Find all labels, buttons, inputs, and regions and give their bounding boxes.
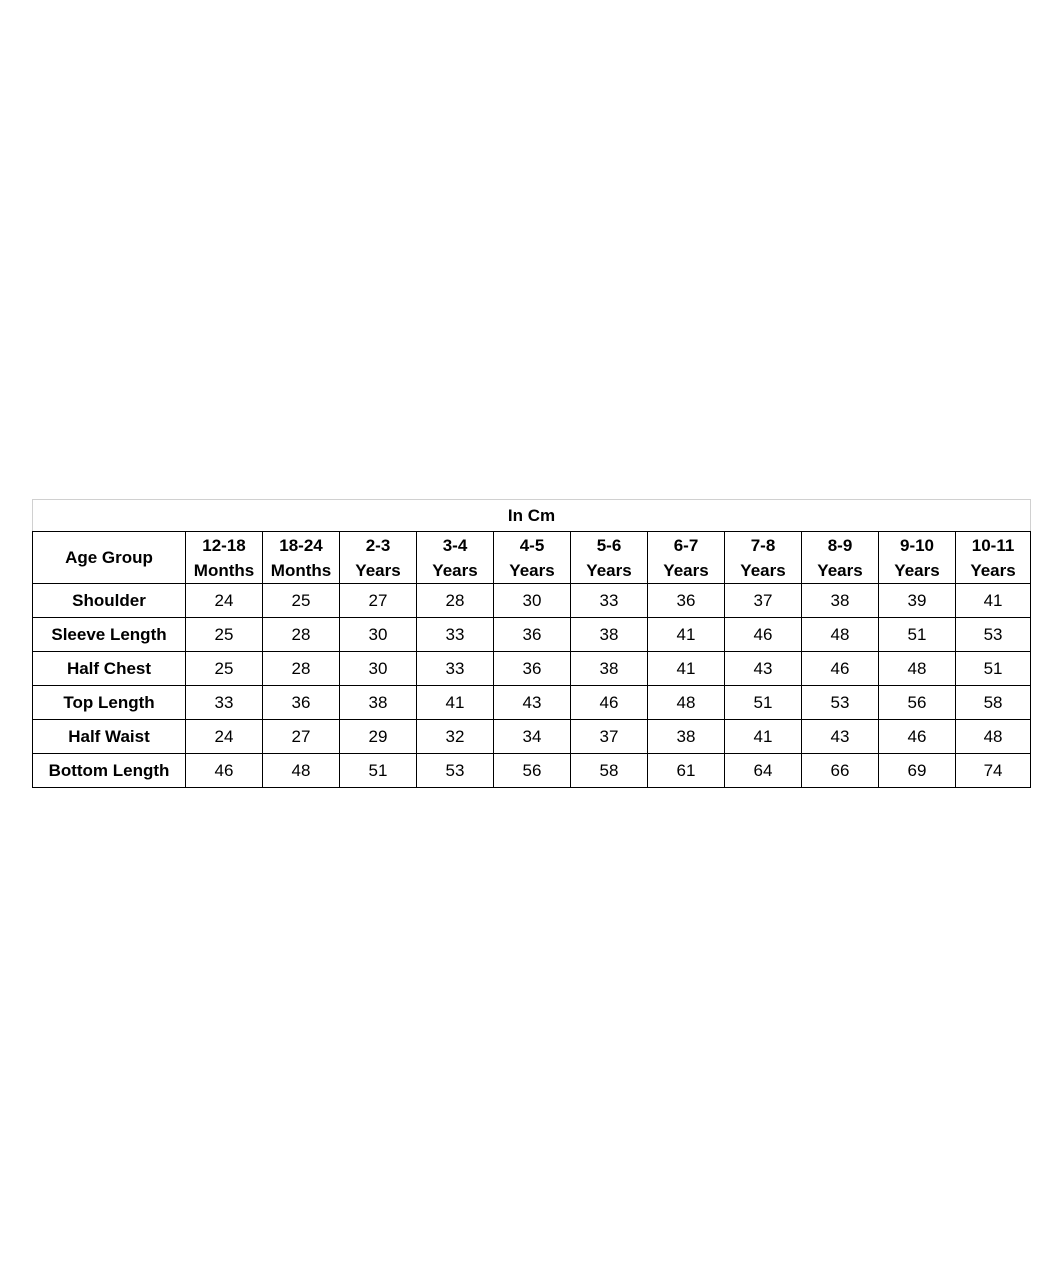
age-unit: Years <box>740 560 786 580</box>
age-range: 2-3 <box>365 535 391 555</box>
measurement-value: 38 <box>571 618 648 652</box>
age-range: 18-24 <box>279 535 323 555</box>
measurement-value: 28 <box>417 584 494 618</box>
measurement-value: 24 <box>186 720 263 754</box>
measurement-value: 34 <box>494 720 571 754</box>
measurement-value: 33 <box>417 652 494 686</box>
measurement-value: 41 <box>417 686 494 720</box>
age-range: 3-4 <box>442 535 468 555</box>
size-chart-table <box>32 499 1031 788</box>
measurement-value: 41 <box>648 652 725 686</box>
age-column-header <box>571 532 648 584</box>
measurement-value: 37 <box>571 720 648 754</box>
age-unit: Years <box>970 560 1016 580</box>
measurement-value: 53 <box>956 618 1031 652</box>
age-column-header <box>263 532 340 584</box>
measurement-value: 69 <box>879 754 956 788</box>
age-column-header <box>956 532 1031 584</box>
measurement-value: 28 <box>263 618 340 652</box>
measurement-label: Shoulder <box>33 584 186 618</box>
measurement-value: 66 <box>802 754 879 788</box>
table-row <box>33 720 1031 754</box>
measurement-value: 53 <box>802 686 879 720</box>
measurement-value: 38 <box>802 584 879 618</box>
table-row <box>33 618 1031 652</box>
measurement-value: 33 <box>417 618 494 652</box>
measurement-value: 37 <box>725 584 802 618</box>
measurement-value: 46 <box>879 720 956 754</box>
measurement-value: 51 <box>879 618 956 652</box>
age-column-header <box>340 532 417 584</box>
age-column-header <box>802 532 879 584</box>
measurement-value: 61 <box>648 754 725 788</box>
table-body <box>33 584 1031 788</box>
measurement-value: 24 <box>186 584 263 618</box>
table-row <box>33 584 1031 618</box>
measurement-label: Top Length <box>33 686 186 720</box>
table-row <box>33 686 1031 720</box>
measurement-value: 56 <box>879 686 956 720</box>
age-column-header <box>417 532 494 584</box>
measurement-value: 36 <box>263 686 340 720</box>
age-unit: Months <box>193 560 255 580</box>
age-unit: Months <box>270 560 332 580</box>
measurement-value: 64 <box>725 754 802 788</box>
measurement-value: 74 <box>956 754 1031 788</box>
age-unit: Years <box>509 560 555 580</box>
measurement-value: 43 <box>802 720 879 754</box>
age-range: 9-10 <box>899 535 935 555</box>
measurement-value: 48 <box>956 720 1031 754</box>
measurement-value: 51 <box>956 652 1031 686</box>
measurement-value: 30 <box>494 584 571 618</box>
age-column-header <box>494 532 571 584</box>
measurement-value: 46 <box>571 686 648 720</box>
measurement-value: 46 <box>725 618 802 652</box>
measurement-value: 51 <box>725 686 802 720</box>
measurement-value: 56 <box>494 754 571 788</box>
measurement-value: 25 <box>263 584 340 618</box>
measurement-value: 25 <box>186 652 263 686</box>
measurement-value: 41 <box>648 618 725 652</box>
age-range: 4-5 <box>519 535 545 555</box>
unit-title: In Cm <box>33 500 1031 532</box>
measurement-label: Sleeve Length <box>33 618 186 652</box>
measurement-value: 48 <box>263 754 340 788</box>
age-column-header <box>879 532 956 584</box>
age-range: 12-18 <box>202 535 246 555</box>
measurement-value: 46 <box>186 754 263 788</box>
measurement-value: 36 <box>648 584 725 618</box>
measurement-value: 41 <box>725 720 802 754</box>
measurement-value: 41 <box>956 584 1031 618</box>
measurement-value: 32 <box>417 720 494 754</box>
age-unit: Years <box>817 560 863 580</box>
measurement-value: 30 <box>340 618 417 652</box>
table-row <box>33 754 1031 788</box>
measurement-value: 39 <box>879 584 956 618</box>
measurement-label: Bottom Length <box>33 754 186 788</box>
measurement-value: 51 <box>340 754 417 788</box>
table-row <box>33 652 1031 686</box>
measurement-value: 38 <box>648 720 725 754</box>
age-column-header <box>725 532 802 584</box>
measurement-value: 33 <box>571 584 648 618</box>
measurement-value: 48 <box>879 652 956 686</box>
age-range: 10-11 <box>971 535 1015 555</box>
age-unit: Years <box>894 560 940 580</box>
measurement-value: 25 <box>186 618 263 652</box>
measurement-value: 27 <box>340 584 417 618</box>
age-column-header <box>648 532 725 584</box>
measurement-value: 27 <box>263 720 340 754</box>
measurement-value: 43 <box>725 652 802 686</box>
measurement-value: 48 <box>802 618 879 652</box>
measurement-value: 48 <box>648 686 725 720</box>
measurement-value: 46 <box>802 652 879 686</box>
measurement-value: 36 <box>494 652 571 686</box>
measurement-value: 30 <box>340 652 417 686</box>
measurement-value: 33 <box>186 686 263 720</box>
age-unit: Years <box>586 560 632 580</box>
measurement-value: 38 <box>571 652 648 686</box>
age-range: 7-8 <box>750 535 776 555</box>
age-column-header <box>186 532 263 584</box>
age-range: 5-6 <box>596 535 622 555</box>
measurement-value: 36 <box>494 618 571 652</box>
measurement-value: 53 <box>417 754 494 788</box>
age-unit: Years <box>432 560 478 580</box>
age-group-label: Age Group <box>33 532 186 584</box>
measurement-value: 28 <box>263 652 340 686</box>
age-range: 6-7 <box>673 535 699 555</box>
age-unit: Years <box>663 560 709 580</box>
measurement-label: Half Chest <box>33 652 186 686</box>
measurement-value: 58 <box>571 754 648 788</box>
measurement-value: 29 <box>340 720 417 754</box>
header-row <box>33 532 1031 584</box>
age-unit: Years <box>355 560 401 580</box>
measurement-value: 58 <box>956 686 1031 720</box>
measurement-value: 43 <box>494 686 571 720</box>
measurement-value: 38 <box>340 686 417 720</box>
measurement-label: Half Waist <box>33 720 186 754</box>
age-range: 8-9 <box>827 535 853 555</box>
